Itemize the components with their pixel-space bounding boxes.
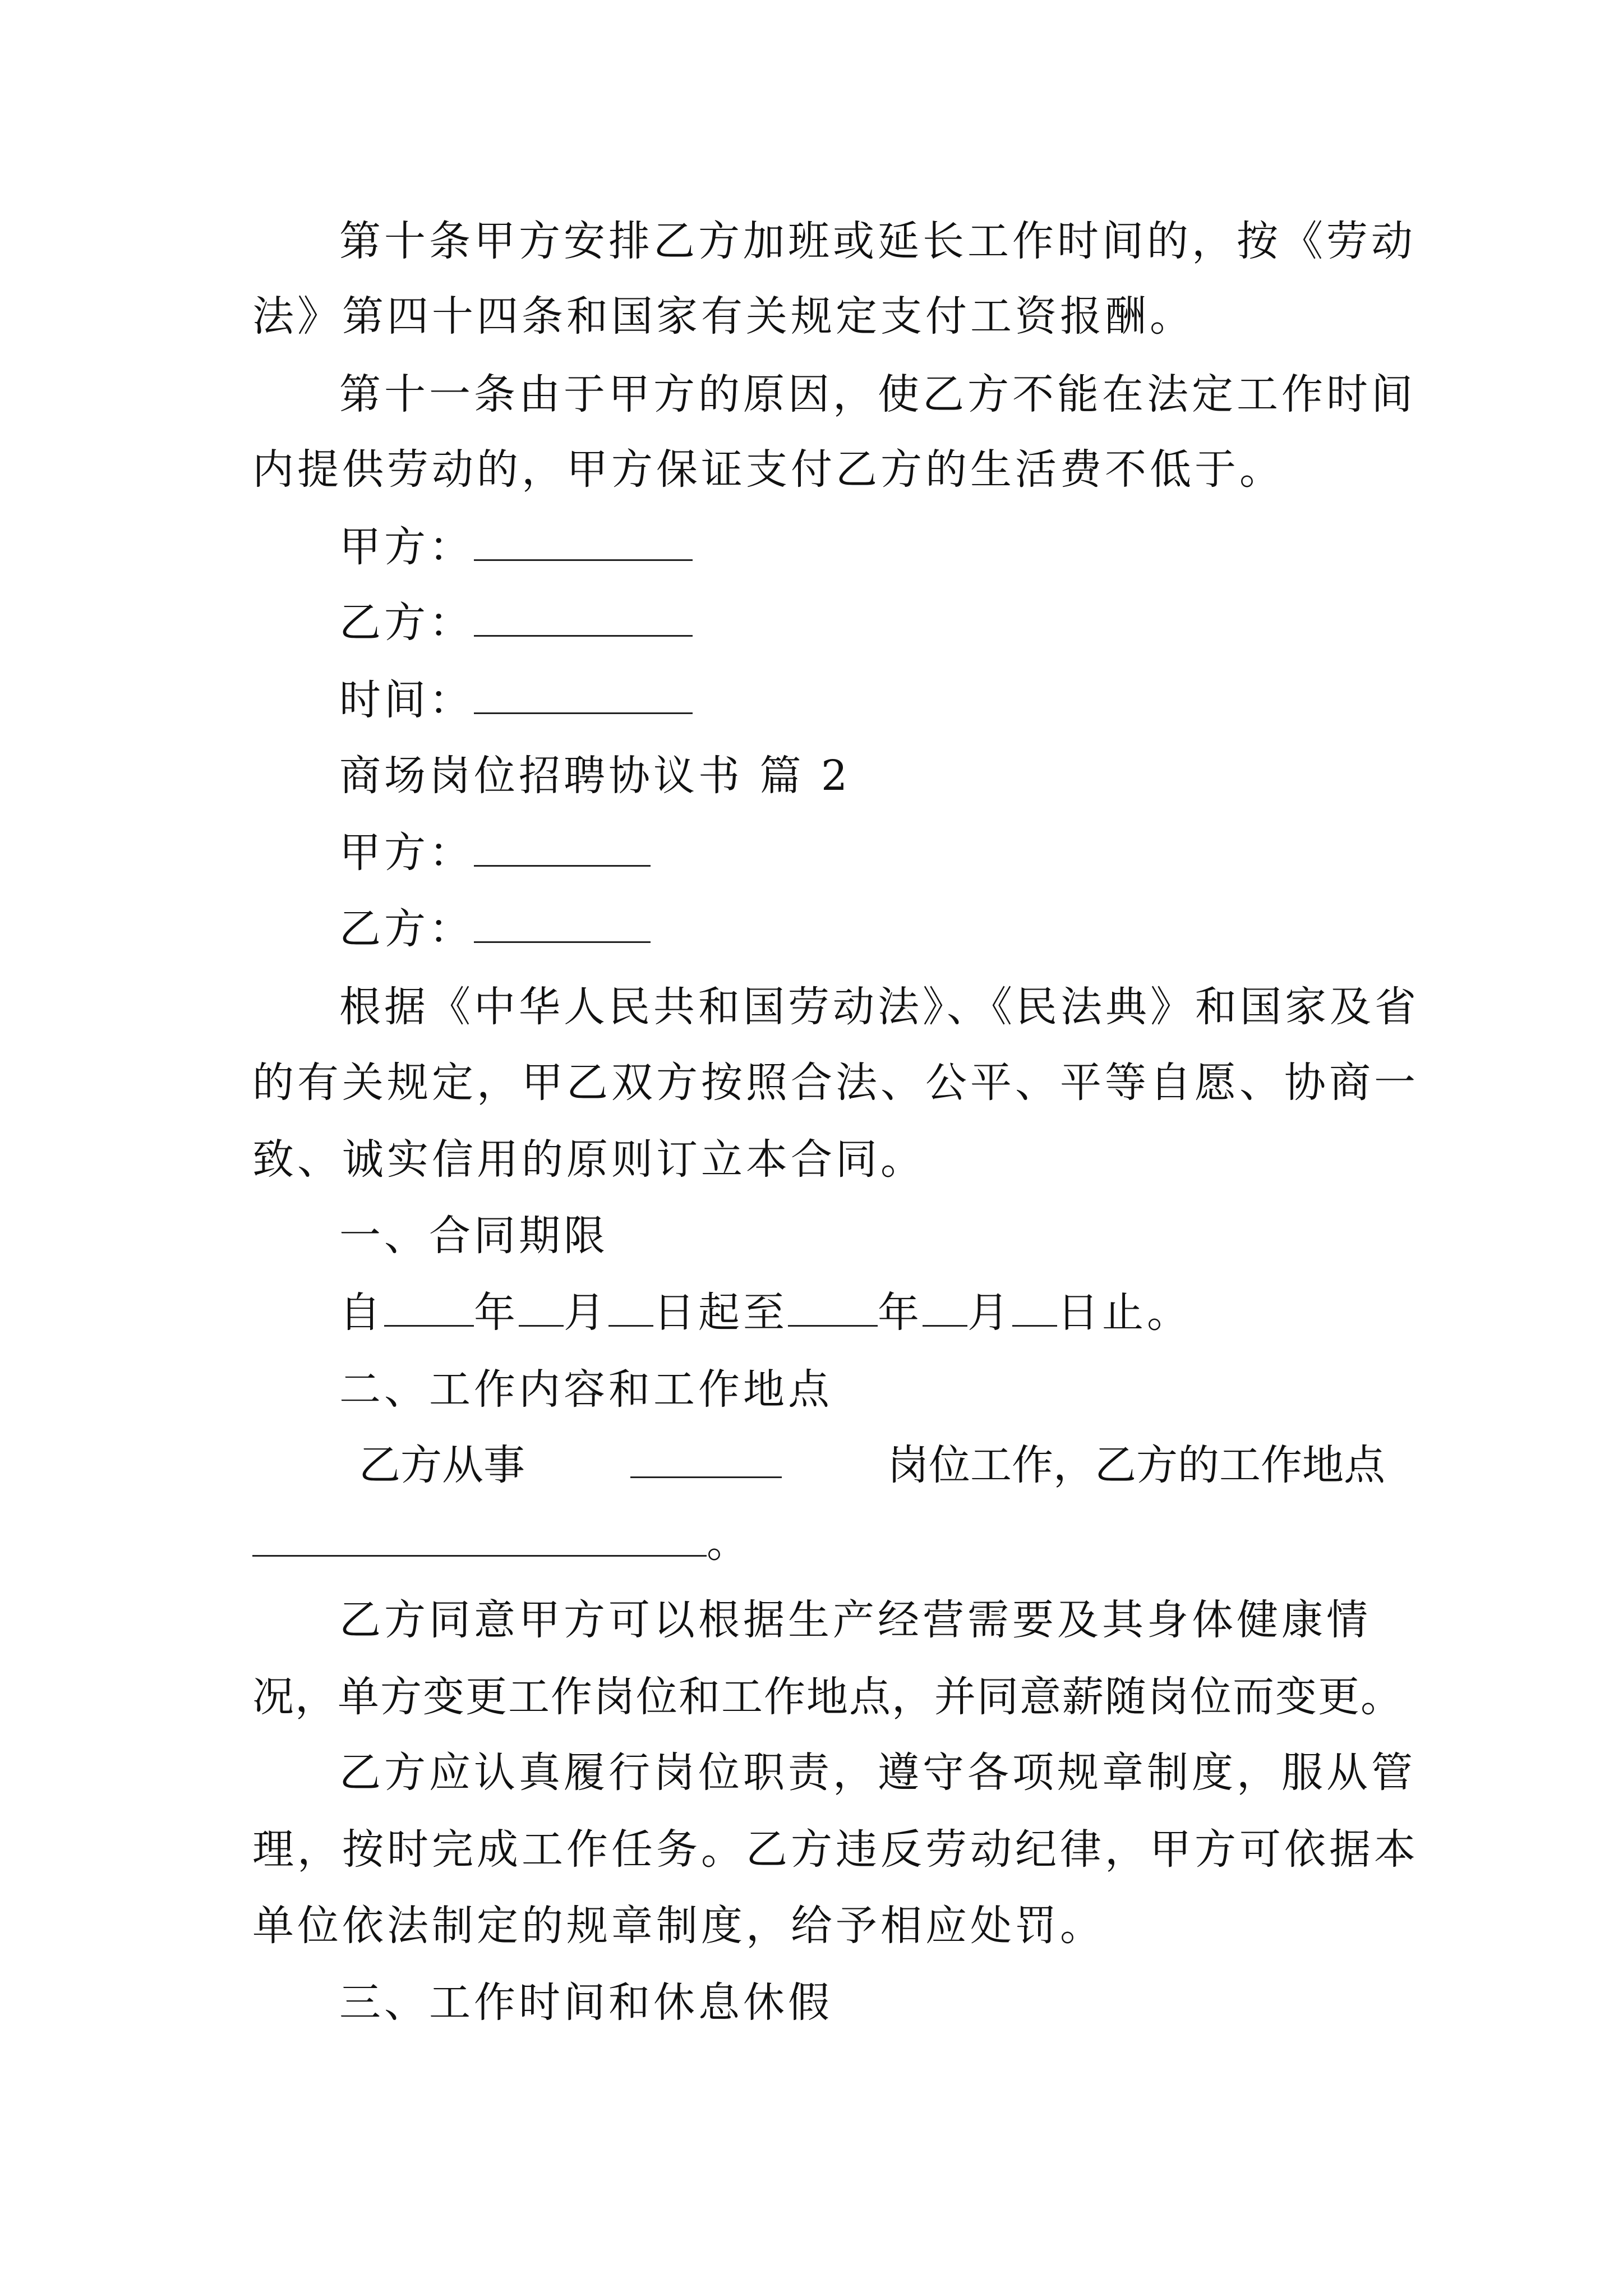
preamble-line-1: 根据《中华人民共和国劳动法》、《民法典》和国家及省 bbox=[339, 983, 1419, 1031]
party-a-line bbox=[339, 825, 651, 881]
section-title: 商场岗位招聘协议书 篇 2 bbox=[339, 752, 851, 800]
term-year2: 年 bbox=[878, 1289, 923, 1337]
duty-paragraph-line-1: 乙方应认真履行岗位职责，遵守各项规章制度，服从管 bbox=[339, 1749, 1416, 1797]
signature-party-b bbox=[339, 595, 693, 651]
change-paragraph-line-1: 乙方同意甲方可以根据生产经营需要及其身体健康情 bbox=[339, 1596, 1371, 1644]
heading-work-content: 二、工作内容和工作地点 bbox=[339, 1365, 833, 1414]
paragraph-article-11-line-1: 第十一条由于甲方的原因，使乙方不能在法定工作时间 bbox=[339, 370, 1416, 418]
contract-term-line bbox=[339, 1285, 1192, 1341]
signature-blank bbox=[474, 673, 693, 714]
term-year-blank bbox=[384, 1286, 474, 1327]
work-line-1 bbox=[252, 1437, 1385, 1493]
term-day2-blank bbox=[1012, 1286, 1057, 1327]
duty-paragraph-line-3: 单位依法制定的规章制度，给予相应处罚。 bbox=[252, 1902, 1105, 1950]
term-day-blank bbox=[608, 1286, 653, 1327]
term-day-from: 日起至 bbox=[653, 1289, 788, 1337]
work-part-1: 乙方从事 bbox=[359, 1441, 525, 1489]
term-day-to: 日止。 bbox=[1057, 1289, 1192, 1337]
preamble-line-3: 致、诚实信用的原则订立本合同。 bbox=[252, 1135, 925, 1184]
heading-contract-term: 一、合同期限 bbox=[339, 1212, 608, 1260]
signature-label: 乙方： bbox=[339, 599, 474, 647]
term-year2-blank bbox=[788, 1286, 878, 1327]
signature-label: 时间： bbox=[339, 676, 474, 724]
paragraph-article-11-line-2: 内提供劳动的，甲方保证支付乙方的生活费不低于。 bbox=[252, 445, 1284, 494]
heading-working-hours: 三、工作时间和休息休假 bbox=[339, 1978, 833, 2027]
term-month2: 月 bbox=[967, 1289, 1012, 1337]
work-part-2: 岗位工作，乙方的工作地点 bbox=[887, 1441, 1385, 1489]
change-paragraph-line-2: 况，单方变更工作岗位和工作地点，并同意薪随岗位而变更。 bbox=[252, 1673, 1403, 1721]
party-blank bbox=[474, 826, 651, 867]
work-line-2 bbox=[252, 1515, 751, 1571]
party-label: 乙方： bbox=[339, 905, 474, 953]
preamble-line-2: 的有关规定，甲乙双方按照合法、公平、平等自愿、协商一 bbox=[252, 1059, 1419, 1107]
paragraph-article-10-line-2: 法》第四十四条和国家有关规定支付工资报酬。 bbox=[252, 292, 1195, 341]
duty-paragraph-line-2: 理，按时完成工作任务。乙方违反劳动纪律，甲方可依据本 bbox=[252, 1825, 1419, 1874]
signature-party-a bbox=[339, 519, 693, 575]
signature-label: 甲方： bbox=[339, 523, 474, 571]
party-b-line bbox=[339, 901, 651, 957]
paragraph-article-10-line-1: 第十条甲方安排乙方加班或延长工作时间的，按《劳动 bbox=[339, 217, 1416, 265]
signature-date bbox=[339, 672, 693, 728]
term-month2-blank bbox=[923, 1286, 967, 1327]
party-label: 甲方： bbox=[339, 829, 474, 877]
signature-blank bbox=[474, 520, 693, 561]
work-end: 。 bbox=[707, 1519, 751, 1567]
position-blank bbox=[630, 1437, 782, 1478]
workplace-blank bbox=[252, 1516, 707, 1557]
party-blank bbox=[474, 902, 651, 943]
term-from: 自 bbox=[339, 1289, 384, 1337]
term-month-blank bbox=[519, 1286, 564, 1327]
signature-blank bbox=[474, 596, 693, 637]
term-year: 年 bbox=[474, 1289, 519, 1337]
term-month: 月 bbox=[564, 1289, 608, 1337]
